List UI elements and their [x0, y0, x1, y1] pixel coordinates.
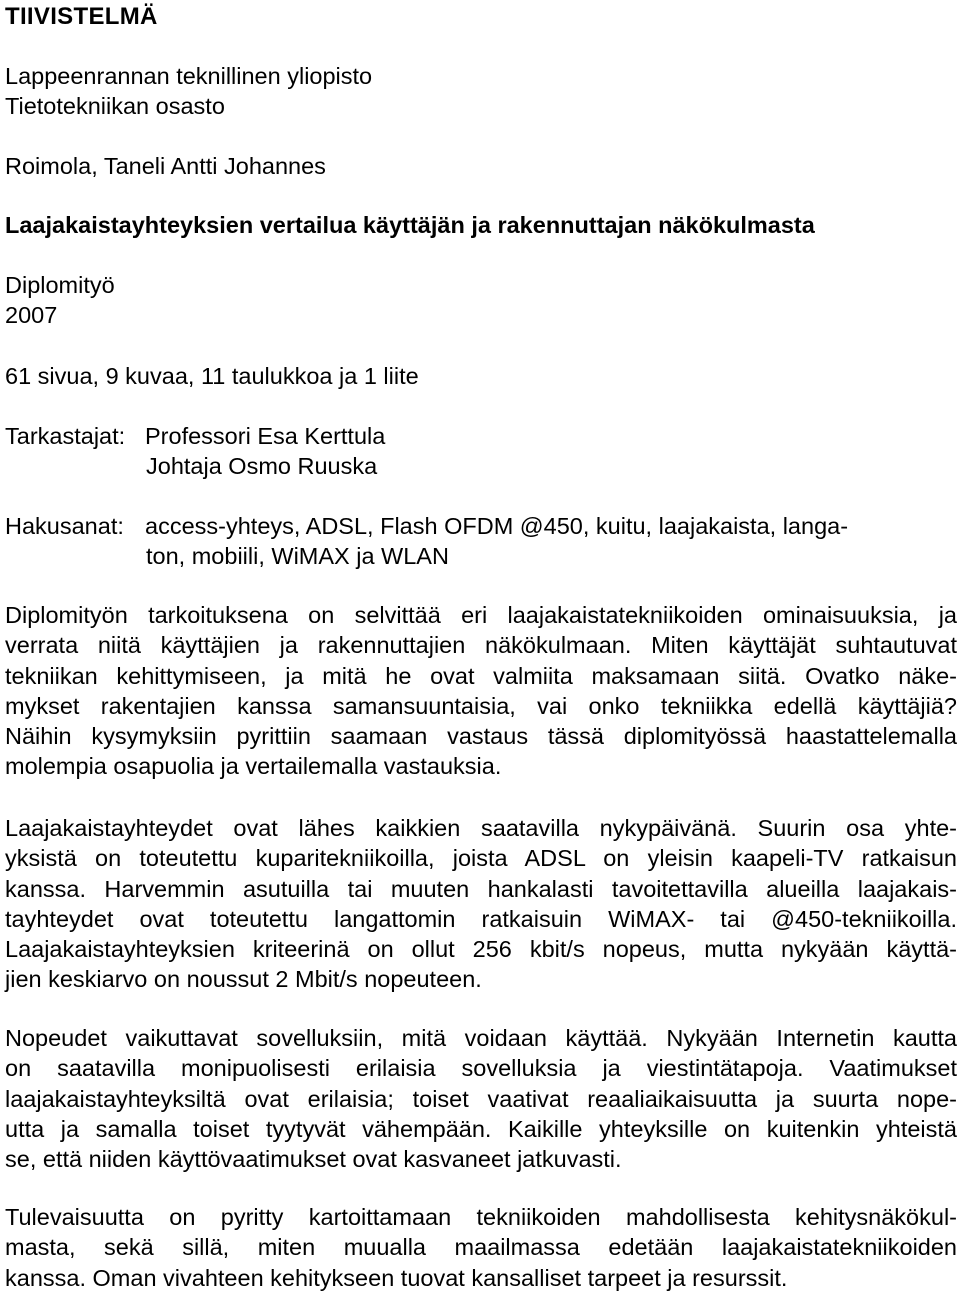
abstract-paragraph-4 — [5, 1202, 957, 1293]
paragraph-line: tekniikan kehittymiseen, ja mitä he ovat valmiita maksamaan siitä. Ovatko näke- — [5, 662, 957, 689]
paragraph-line: Tulevaisuutta on pyritty kartoittamaan tekniikoiden mahdollisesta kehitysnäkökul- — [5, 1204, 957, 1230]
paragraph-line: kanssa. Oman vivahteen kehitykseen tuovat kansalliset tarpeet ja resurssit. — [5, 1264, 788, 1291]
author-name: Roimola, Taneli Antti Johannes — [5, 153, 326, 179]
abstract-paragraph-1 — [5, 600, 957, 782]
thesis-year: 2007 — [5, 302, 58, 328]
paragraph-line: jien keskiarvo on noussut 2 Mbit/s nopeuteen. — [5, 966, 482, 993]
paragraph-line: Laajakaistayhteyksien kriteerinä on ollut 256 kbit/s nopeus, mutta nykyään käyttä- — [5, 936, 957, 963]
page-heading: TIIVISTELMÄ — [5, 3, 158, 30]
thesis-title: Laajakaistayhteyksien vertailua käyttäjän ja rakennuttajan näkökulmasta — [5, 212, 815, 238]
paragraph-line: verrata niitä käyttäjien ja rakennuttajien näkökulmaan. Miten käyttäjät suhtautuvat — [5, 632, 957, 659]
keywords-label: Hakusanat: — [5, 513, 124, 539]
paragraph-line: laajakaistayhteyksiltä ovat erilaisia; toiset vaativat reaaliaikaisuutta ja suurta nope- — [5, 1085, 957, 1112]
keywords-line-2: ton, mobiili, WiMAX ja WLAN — [146, 543, 449, 569]
abstract-paragraph-3 — [5, 1023, 957, 1174]
examiners-row — [5, 421, 385, 451]
paragraph-line: Laajakaistayhteydet ovat lähes kaikkien saatavilla nykypäivänä. Suurin osa yhte- — [5, 815, 957, 841]
paragraph-line: tayhteydet ovat toteutettu langattomin ratkaisuin WiMAX- tai @450-tekniikoilla. — [5, 905, 957, 932]
abstract-paragraph-2 — [5, 813, 957, 995]
paragraph-line: Diplomityön tarkoituksena on selvittää eri laajakaistatekniikoiden ominaisuuksia, ja — [5, 602, 957, 628]
thesis-extent: 61 sivua, 9 kuvaa, 11 taulukkoa ja 1 liite — [5, 363, 419, 389]
examiner-1: Professori Esa Kerttula — [145, 423, 386, 449]
paragraph-line: utta ja samalla toiset tyytyvät vähempään. Kaikille yhteyksille on kuitenkin yhteistä — [5, 1115, 957, 1142]
university-name: Lappeenrannan teknillinen yliopisto — [5, 63, 373, 89]
paragraph-line: Nopeudet vaikuttavat sovelluksiin, mitä voidaan käyttää. Nykyään Internetin kautta — [5, 1025, 957, 1051]
paragraph-line: mykset rakentajien kanssa samansuuntaisia, vai onko tekniikka edellä käyttäjiä? — [5, 692, 957, 719]
thesis-type: Diplomityö — [5, 272, 115, 298]
paragraph-line: se, että niiden käyttövaatimukset ovat kasvaneet jatkuvasti. — [5, 1146, 622, 1173]
keywords-row — [5, 511, 848, 541]
examiner-2: Johtaja Osmo Ruuska — [146, 453, 378, 479]
examiners-label: Tarkastajat: — [5, 423, 126, 449]
paragraph-line: yksistä on toteutettu kuparitekniikoilla, joista ADSL on yleisin kaapeli-TV ratkaisun — [5, 845, 957, 872]
paragraph-line: on saatavilla monipuolisesti erilaisia sovelluksia ja viestintätapoja. Vaatimukset — [5, 1055, 957, 1082]
paragraph-line: Näihin kysymyksiin pyrittiin saamaan vastaus tässä diplomityössä haastattelemalla — [5, 723, 957, 750]
paragraph-line: molempia osapuolia ja vertailemalla vastauksia. — [5, 753, 502, 780]
department-name: Tietotekniikan osasto — [5, 93, 225, 119]
paragraph-line: masta, sekä sillä, miten muualla maailmassa edetään laajakaistatekniikoiden — [5, 1234, 957, 1261]
keywords-line-1: access-yhteys, ADSL, Flash OFDM @450, kuitu, laajakaista, langa- — [145, 513, 849, 539]
paragraph-line: kanssa. Harvemmin asutuilla tai muuten hankalasti tavoitettavilla alueilla laajakais- — [5, 875, 957, 902]
